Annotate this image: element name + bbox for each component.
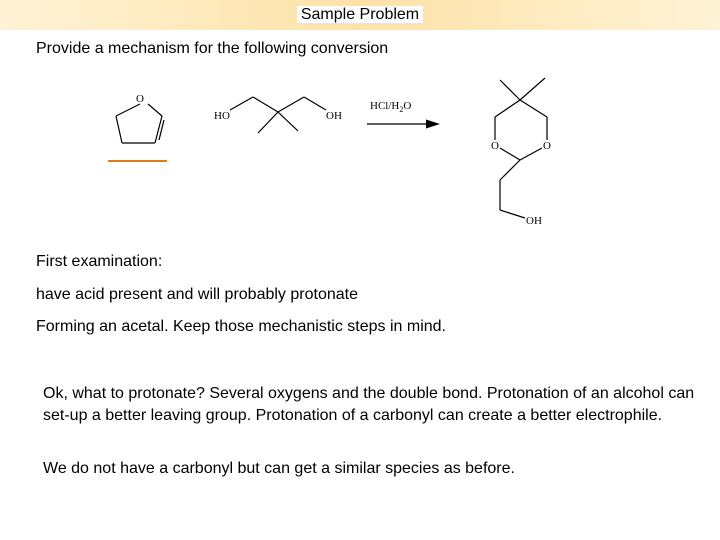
product-o-left: O [491,140,499,152]
dihydrofuran-molecule [116,104,164,143]
slide-title: Sample Problem [0,6,720,24]
diol-ho-label: HO [214,110,230,122]
body-paragraph-1: Ok, what to protonate? Several oxygens and the double bond. Protonation of an alcohol can set-up a better leaving group. Protonation of a carbonyl can create a better electrophile. [43,385,695,424]
product-molecule [495,78,547,218]
slide-subtitle: Provide a mechanism for the following conversion [36,40,389,57]
body-line-2: have acid present and will probably protonate [36,286,358,303]
diol-molecule [230,97,326,133]
product-oh-label: OH [526,215,542,227]
body-line-1: First examination: [36,253,163,270]
reagent-label: HCl/$H_2O$ [370,100,412,114]
reaction-arrow [367,120,440,129]
reaction-scheme [0,60,720,240]
diol-oh-label: OH [326,110,342,122]
product-o-right: O [543,140,551,152]
body-paragraph-2: We do not have a carbonyl but can get a similar species as before. [43,460,515,477]
furan-o-label: O [136,93,144,105]
body-line-3: Forming an acetal. Keep those mechanistic steps in mind. [36,318,446,335]
